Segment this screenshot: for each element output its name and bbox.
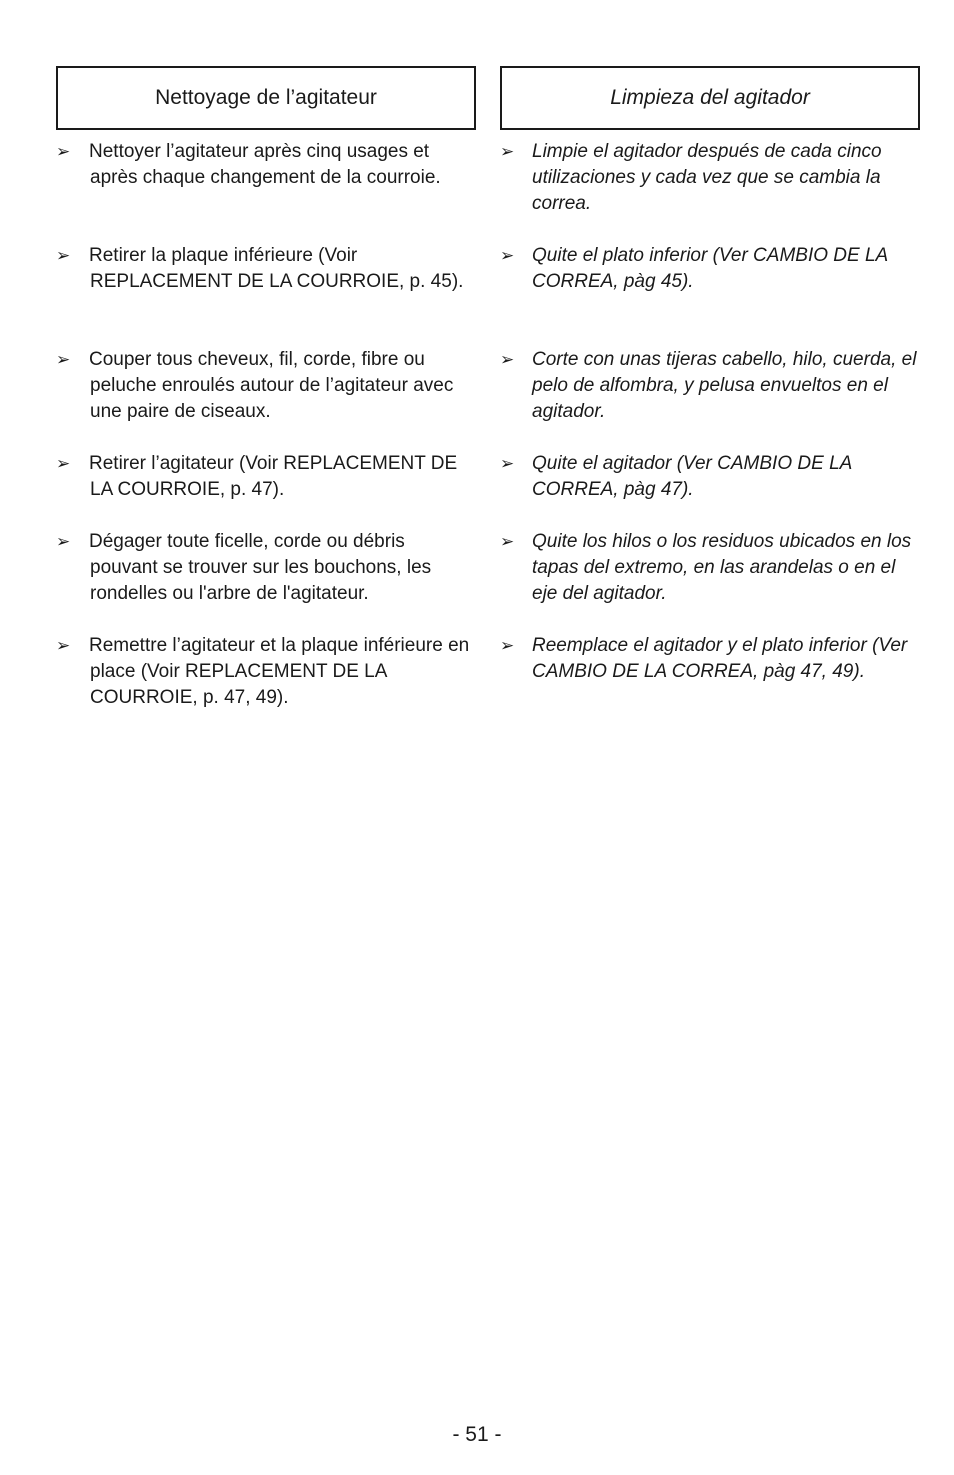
french-column (56, 66, 476, 708)
arrow-bullet-icon: ➢ (56, 350, 71, 369)
arrow-bullet-icon: ➢ (56, 532, 71, 551)
spanish-instruction-1: ➢ Limpie el agitador después de cada cinco utilizaciones y cada vez que se cambia la correa. (500, 141, 882, 214)
arrow-bullet-icon: ➢ (500, 246, 515, 265)
spanish-instruction-6: ➢ Reemplace el agitador y el plato inferior (Ver CAMBIO DE LA CORREA, pàg 47, 49). (500, 635, 908, 682)
arrow-bullet-icon: ➢ (56, 636, 71, 655)
arrow-bullet-icon: ➢ (56, 454, 71, 473)
french-instruction-6: ➢ Remettre l’agitateur et la plaque inférieure en place (Voir REPLACEMENT DE LA COURROIE, p. 47, 49). (56, 635, 470, 708)
french-instruction-5: ➢ Dégager toute ficelle, corde ou débris pouvant se trouver sur les bouchons, les rondelles ou l'arbre de l'agitateur. (56, 531, 432, 604)
arrow-bullet-icon: ➢ (56, 246, 71, 265)
spanish-instruction-2: ➢ Quite el plato inferior (Ver CAMBIO DE LA CORREA, pàg 45). (500, 245, 888, 292)
arrow-bullet-icon: ➢ (500, 532, 515, 551)
french-instruction-2: ➢ Retirer la plaque inférieure (Voir REPLACEMENT DE LA COURROIE, p. 45). (56, 245, 464, 292)
spanish-instruction-4: ➢ Quite el agitador (Ver CAMBIO DE LA CORREA, pàg 47). (500, 453, 852, 500)
spanish-column (500, 66, 920, 682)
arrow-bullet-icon: ➢ (500, 350, 515, 369)
arrow-bullet-icon: ➢ (500, 454, 515, 473)
arrow-bullet-icon: ➢ (500, 636, 515, 655)
spanish-section-title: Limpieza del agitador (500, 66, 920, 130)
spanish-instruction-3: ➢ Corte con unas tijeras cabello, hilo, cuerda, el pelo de alfombra, y pelusa envueltos en el agitador. (500, 349, 917, 422)
arrow-bullet-icon: ➢ (500, 142, 515, 161)
french-instruction-4: ➢ Retirer l’agitateur (Voir REPLACEMENT DE LA COURROIE, p. 47). (56, 453, 458, 500)
french-instruction-1: ➢ Nettoyer l’agitateur après cinq usages et après chaque changement de la courroie. (56, 141, 441, 188)
spanish-instruction-5: ➢ Quite los hilos o los residuos ubicados en los tapas del extremo, en las arandelas o en el eje del agitador. (500, 531, 912, 604)
arrow-bullet-icon: ➢ (56, 142, 71, 161)
french-section-title: Nettoyage de l’agitateur (56, 66, 476, 130)
page-number: - 51 - (452, 1423, 502, 1446)
french-instruction-3: ➢ Couper tous cheveux, fil, corde, fibre ou peluche enroulés autour de l’agitateur avec une paire de ciseaux. (56, 349, 454, 422)
